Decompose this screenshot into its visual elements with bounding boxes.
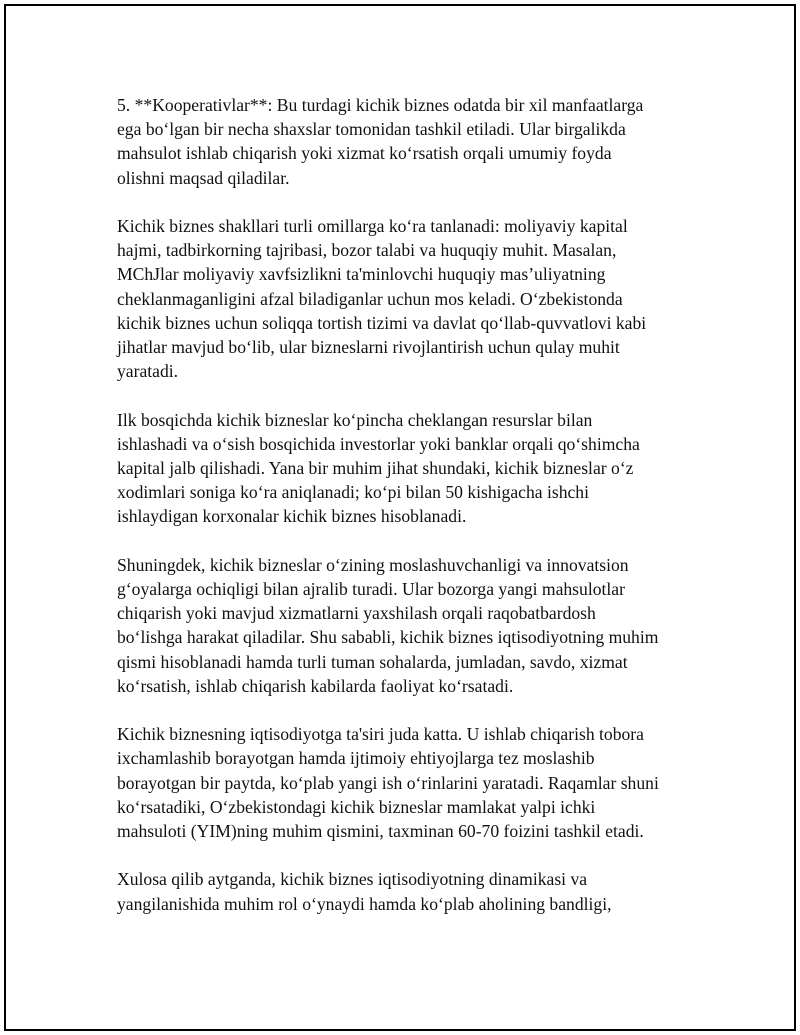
text-line: Kichik biznes shakllari turli omillarga ko‘ra tanlanadi: moliyaviy kapital [117,216,628,236]
text-line: ixchamlashib borayotgan hamda ijtimoiy ehtiyojlarga tez moslashib [117,748,595,769]
paragraph-moslashuvchanlik [117,553,697,698]
text-line: Ilk bosqichda kichik bizneslar ko‘pincha cheklangan resurslar bilan [117,409,593,430]
text-line: g‘oyalarga ochiqligi bilan ajralib turadi. Ular bozorga yangi mahsulotlar [117,579,625,600]
paragraph-shakllari [117,214,697,383]
text-line: ishlashadi va o‘sish bosqichida investorlar yoki banklar orqali qo‘shimcha [117,433,640,454]
document-body [117,93,697,940]
paragraph-kooperativlar [117,93,697,190]
text-line: ko‘rsatish, ishlab chiqarish kabilarda faoliyat ko‘rsatadi. [117,675,514,696]
text-line: xodimlari soniga ko‘ra aniqlanadi; ko‘pi bilan 50 kishigacha ishchi [117,482,589,503]
text-line: Kichik biznesning iqtisodiyotga ta'siri juda katta. U ishlab chiqarish tobora [117,724,644,745]
text-line: hajmi, tadbirkorning tajribasi, bozor talabi va huquqiy muhit. Masalan, [117,240,617,261]
text-line: olishni maqsad qiladilar. [117,167,290,188]
text-line: yangilanishida muhim rol o‘ynaydi hamda ko‘plab aholining bandligi, [117,893,612,914]
text-line: jihatlar mavjud bo‘lib, ular bizneslarni rivojlantirish uchun qulay muhit [117,337,620,358]
text-line: mahsulot ishlab chiqarish yoki xizmat ko‘rsatish orqali umumiy foyda [117,143,612,164]
text-line: ishlaydigan korxonalar kichik biznes hisoblanadi. [117,506,467,527]
paragraph-xulosa [117,867,697,915]
text-line: yaratadi. [117,361,179,382]
text-line: 5. **Kooperativlar**: Bu turdagi kichik biznes odatda bir xil manfaatlarga [117,95,644,115]
text-line: MChJlar moliyaviy xavfsizlikni ta'minlovchi huquqiy mas’uliyatning [117,264,606,285]
text-line: kichik biznes uchun soliqqa tortish tizimi va davlat qo‘llab-quvvatlovi kabi [117,312,647,333]
text-line: chiqarish yoki mavjud xizmatlarni yaxshilash orqali raqobatbardosh [117,603,596,624]
paragraph-ilk-bosqich [117,408,697,529]
text-line: mahsuloti (YIM)ning muhim qismini, taxminan 60-70 foizini tashkil etadi. [117,821,644,842]
text-line: bo‘lishga harakat qiladilar. Shu sababli, kichik biznes iqtisodiyotning muhim [117,627,659,648]
paragraph-iqtisodiy-tasir [117,722,697,843]
text-line: kapital jalb qilishadi. Yana bir muhim jihat shundaki, kichik bizneslar o‘z [117,458,634,479]
text-line: Shuningdek, kichik bizneslar o‘zining moslashuvchanligi va innovatsion [117,554,629,575]
text-line: borayotgan bir paytda, ko‘plab yangi ish o‘rinlarini yaratadi. Raqamlar shuni [117,772,659,793]
text-line: cheklanmaganligini afzal biladiganlar uchun mos keladi. O‘zbekistonda [117,288,623,309]
text-line: Xulosa qilib aytganda, kichik biznes iqtisodiyotning dinamikasi va [117,869,588,890]
text-line: ega bo‘lgan bir necha shaxslar tomonidan tashkil etiladi. Ular birgalikda [117,119,626,140]
text-line: ko‘rsatadiki, O‘zbekistondagi kichik bizneslar mamlakat yalpi ichki [117,796,596,817]
text-line: qismi hisoblanadi hamda turli tuman sohalarda, jumladan, savdo, xizmat [117,651,628,672]
